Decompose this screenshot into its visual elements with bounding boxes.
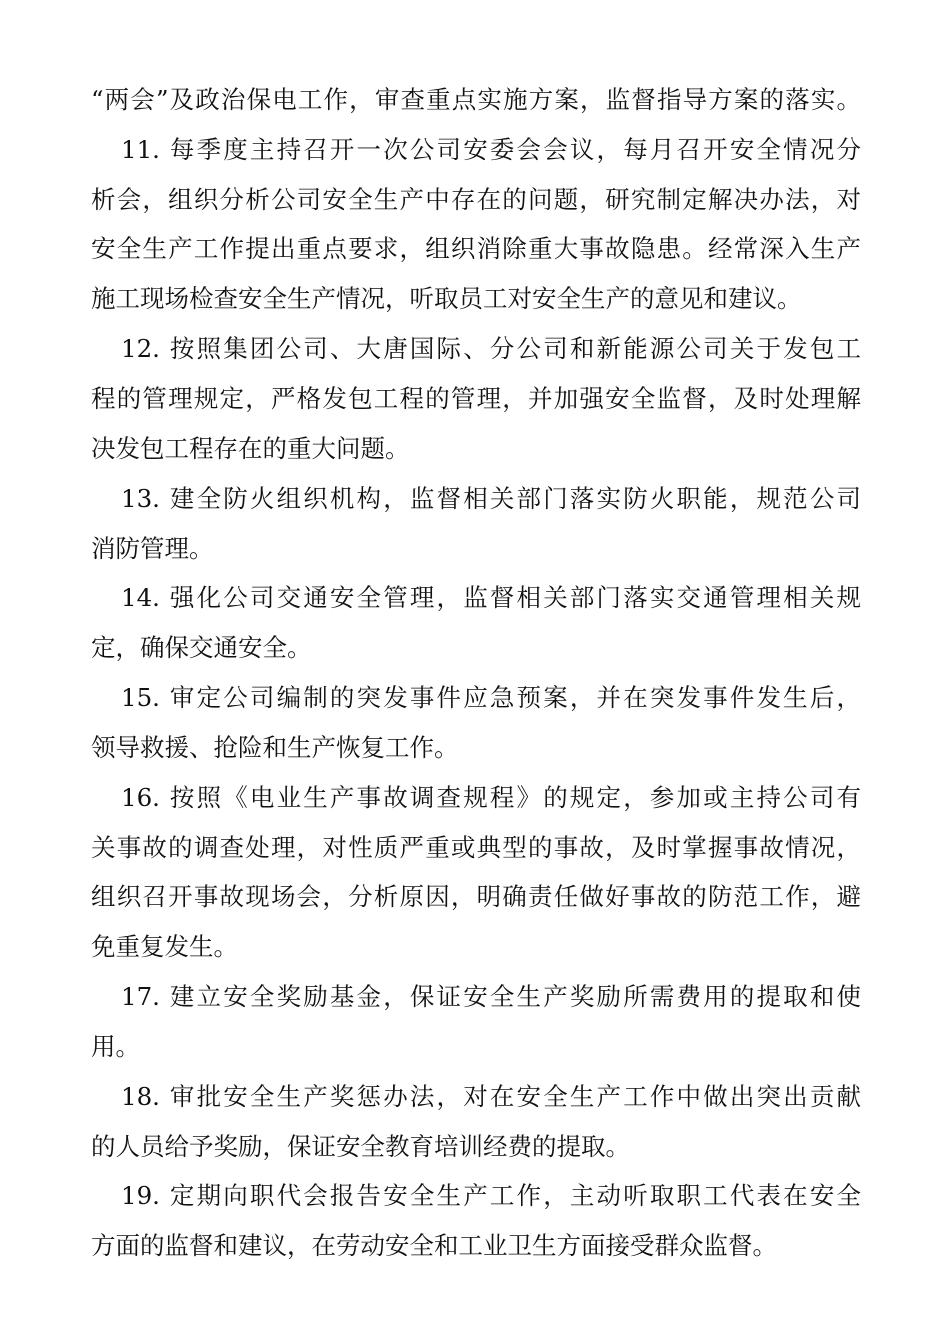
text-line: 18. 审批安全生产奖惩办法，对在安全生产工作中做出突出贡献	[121, 1082, 861, 1111]
text-line: 16. 按照《电业生产事故调查规程》的规定，参加或主持公司有	[121, 783, 861, 812]
text-line: 定，确保交通安全。	[91, 633, 312, 662]
text-line: 领导救援、抢险和生产恢复工作。	[91, 733, 459, 762]
text-line: 用。	[91, 1032, 140, 1061]
text-line: 决发包工程存在的重大问题。	[91, 434, 410, 463]
text-line: 13. 建全防火组织机构，监督相关部门落实防火职能，规范公司	[121, 484, 861, 513]
text-line: “两会”及政治保电工作，审查重点实施方案，监督指导方案的落实。	[91, 85, 861, 114]
text-line: 19. 定期向职代会报告安全生产工作，主动听取职工代表在安全	[121, 1181, 861, 1210]
text-line: 组织召开事故现场会，分析原因，明确责任做好事故的防范工作，避	[91, 882, 861, 911]
text-line: 免重复发生。	[91, 932, 238, 961]
text-line: 14. 强化公司交通安全管理，监督相关部门落实交通管理相关规	[121, 583, 861, 612]
text-line: 消防管理。	[91, 534, 214, 563]
text-line: 方面的监督和建议，在劳动安全和工业卫生方面接受群众监督。	[91, 1231, 777, 1260]
text-line: 程的管理规定，严格发包工程的管理，并加强安全监督，及时处理解	[91, 384, 861, 413]
text-line: 17. 建立安全奖励基金，保证安全生产奖励所需费用的提取和使	[121, 982, 861, 1011]
text-line: 关事故的调查处理，对性质严重或典型的事故，及时掌握事故情况，	[91, 833, 861, 862]
text-line: 施工现场检查安全生产情况，听取员工对安全生产的意见和建议。	[91, 284, 802, 313]
text-line: 的人员给予奖励，保证安全教育培训经费的提取。	[91, 1132, 630, 1161]
text-line: 12. 按照集团公司、大唐国际、分公司和新能源公司关于发包工	[121, 334, 861, 363]
text-line: 11. 每季度主持召开一次公司安委会会议，每月召开安全情况分	[121, 135, 861, 164]
text-line: 安全生产工作提出重点要求，组织消除重大事故隐患。经常深入生产	[91, 234, 861, 263]
text-line: 析会，组织分析公司安全生产中存在的问题，研究制定解决办法，对	[91, 185, 861, 214]
text-line: 15. 审定公司编制的突发事件应急预案，并在突发事件发生后，	[121, 683, 861, 712]
